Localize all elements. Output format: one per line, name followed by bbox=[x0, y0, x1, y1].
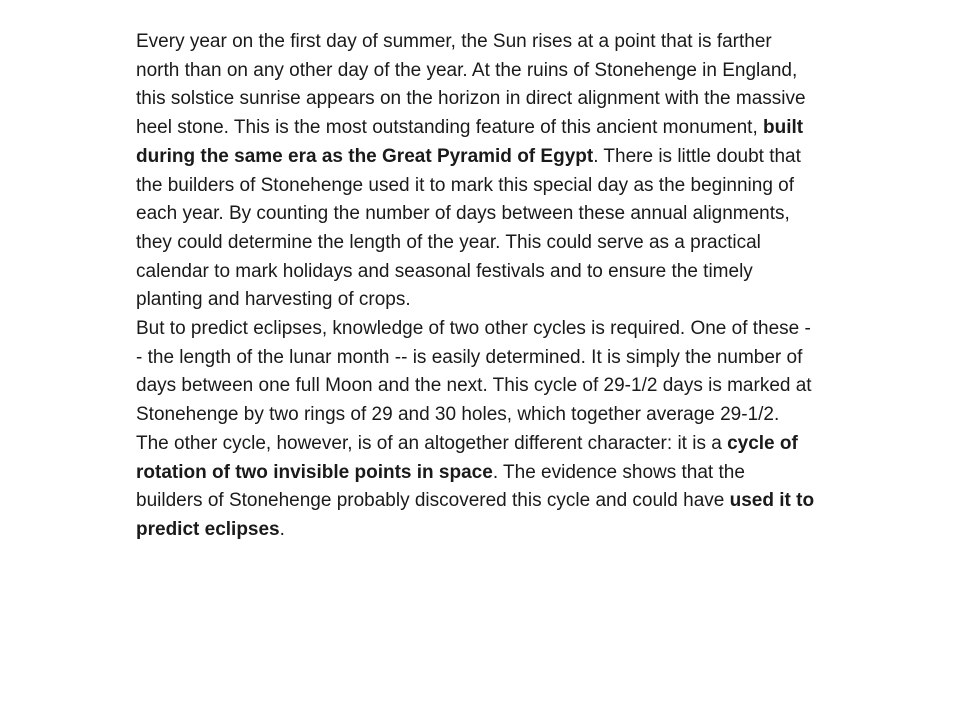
paragraph-1-bold-1: built during the same era as the Great Pyramid of Egypt bbox=[136, 117, 804, 167]
paragraph-2-text-1: But to predict eclipses, knowledge of two other cycles is required. One of these -- the length of the lunar month -- is easily determined. It is simply the number of days between one full Moon and the next. This cycle of 29-1/2 days is marked at Stonehenge by two rings of 29 and 30 holes, which together average 29-1/2. The other cycle, however, is of an altogether different character: it is a bbox=[136, 318, 812, 454]
paragraph-eclipse-cycles bbox=[136, 315, 816, 545]
paragraph-2-bold-2: used it to predict eclipses bbox=[136, 490, 815, 540]
paragraph-1-text-1: Every year on the first day of summer, the Sun rises at a point that is farther north than on any other day of the year. At the ruins of Stonehenge in England, this solstice sunrise appears on the horizon in direct alignment with the massive heel stone. This is the most outstanding feature of this ancient monument, bbox=[136, 31, 806, 139]
paragraph-2-text-3: . bbox=[279, 518, 285, 540]
text-block bbox=[136, 28, 816, 545]
paragraph-2-bold-1: cycle of rotation of two invisible points in space bbox=[136, 432, 798, 483]
paragraph-2-text-2: . The evidence shows that the builders of Stonehenge probably discovered this cycle and could have bbox=[136, 461, 745, 512]
paragraph-1-text-2: . There is little doubt that the builders of Stonehenge used it to mark this special day as the beginning of each year. By counting the number of days between these annual alignments, they could determine the length of the year. This could serve as a practical calendar to mark holidays and seasonal festivals and to ensure the timely planting and harvesting of crops. bbox=[136, 145, 801, 311]
paragraph-summer-solstice bbox=[136, 28, 816, 315]
